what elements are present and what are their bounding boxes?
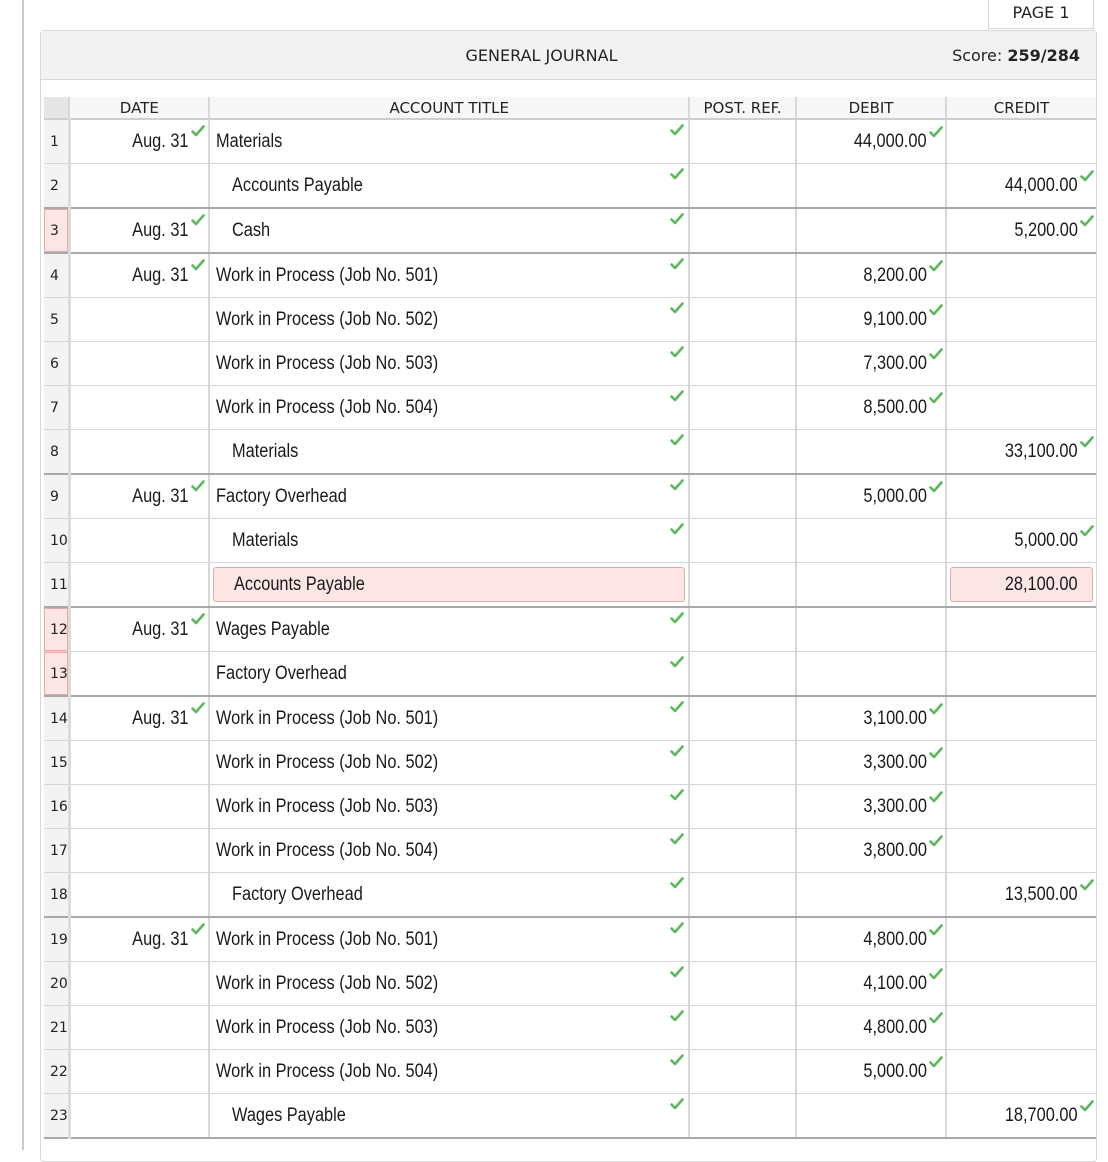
debit-cell[interactable]	[796, 1094, 946, 1139]
debit-cell[interactable]	[796, 208, 946, 253]
journal-row	[44, 696, 1096, 741]
account-cell[interactable]	[209, 119, 689, 164]
debit-cell[interactable]	[796, 474, 946, 519]
post-ref-cell[interactable]	[689, 785, 796, 829]
date-cell[interactable]	[69, 696, 209, 741]
left-rule	[22, 0, 24, 1150]
date-cell[interactable]	[69, 1050, 209, 1094]
row-number: 8	[44, 430, 69, 475]
account-value: Work in Process (Job No. 501)	[216, 264, 439, 286]
post-ref-cell[interactable]	[689, 164, 796, 209]
debit-cell[interactable]	[796, 652, 946, 697]
check-icon	[929, 924, 943, 936]
debit-value: 8,500.00	[863, 396, 927, 418]
debit-value: 9,100.00	[863, 308, 927, 330]
date-cell[interactable]	[69, 208, 209, 253]
post-ref-cell[interactable]	[689, 962, 796, 1006]
check-icon	[670, 1054, 684, 1066]
journal-row	[44, 1094, 1096, 1139]
debit-cell[interactable]	[796, 917, 946, 962]
date-cell[interactable]	[69, 298, 209, 342]
date-cell[interactable]	[69, 563, 209, 608]
journal-row	[44, 741, 1096, 785]
check-icon	[670, 523, 684, 535]
credit-value: 5,000.00	[1014, 529, 1078, 551]
check-icon	[670, 789, 684, 801]
row-number: 4	[44, 253, 69, 298]
debit-value: 7,300.00	[863, 352, 927, 374]
date-cell[interactable]	[69, 164, 209, 209]
journal-row	[44, 430, 1096, 475]
date-cell[interactable]	[69, 917, 209, 962]
account-cell[interactable]	[209, 342, 689, 386]
date-cell[interactable]	[69, 386, 209, 430]
credit-cell[interactable]	[946, 607, 1096, 652]
account-cell[interactable]	[209, 430, 689, 475]
account-value: Materials	[232, 529, 299, 551]
journal-body	[44, 119, 1096, 1138]
account-value: Work in Process (Job No. 503)	[216, 352, 439, 374]
account-cell[interactable]	[209, 652, 689, 697]
check-icon	[1080, 525, 1094, 537]
debit-value: 5,000.00	[863, 1060, 927, 1082]
debit-value: 5,000.00	[863, 485, 927, 507]
debit-value: 4,800.00	[863, 928, 927, 950]
date-cell[interactable]	[69, 1094, 209, 1139]
debit-cell[interactable]	[796, 164, 946, 209]
check-icon	[191, 923, 205, 935]
account-value: Factory Overhead	[216, 662, 348, 684]
credit-cell[interactable]	[946, 873, 1096, 918]
check-icon	[929, 835, 943, 847]
row-number: 16	[44, 785, 69, 829]
date-cell[interactable]	[69, 342, 209, 386]
debit-value: 3,300.00	[863, 795, 927, 817]
row-number: 17	[44, 829, 69, 873]
col-account-header: ACCOUNT TITLE	[209, 97, 689, 119]
journal-row	[44, 342, 1096, 386]
credit-cell[interactable]	[946, 208, 1096, 253]
account-value: Materials	[216, 130, 283, 152]
check-icon	[929, 1012, 943, 1024]
post-ref-cell[interactable]	[689, 652, 796, 697]
check-icon	[670, 213, 684, 225]
check-icon	[929, 260, 943, 272]
check-icon	[191, 259, 205, 271]
credit-cell[interactable]	[946, 696, 1096, 741]
journal-row	[44, 829, 1096, 873]
debit-cell[interactable]	[796, 962, 946, 1006]
post-ref-cell[interactable]	[689, 298, 796, 342]
credit-cell[interactable]	[946, 519, 1096, 563]
credit-cell[interactable]	[946, 962, 1096, 1006]
check-icon	[929, 703, 943, 715]
date-value: Aug. 31	[131, 264, 189, 286]
journal-row	[44, 873, 1096, 918]
post-ref-cell[interactable]	[689, 873, 796, 918]
journal-row	[44, 253, 1096, 298]
credit-value: 33,100.00	[1005, 440, 1078, 462]
account-cell[interactable]	[209, 386, 689, 430]
check-icon	[670, 346, 684, 358]
account-value: Work in Process (Job No. 502)	[216, 308, 439, 330]
account-value: Work in Process (Job No. 502)	[216, 751, 439, 773]
date-cell[interactable]	[69, 652, 209, 697]
account-value: Work in Process (Job No. 501)	[216, 707, 439, 729]
row-number: 23	[44, 1094, 69, 1139]
check-icon	[670, 922, 684, 934]
account-value: Factory Overhead	[232, 883, 364, 905]
check-icon	[670, 966, 684, 978]
date-cell[interactable]	[69, 741, 209, 785]
account-value: Materials	[232, 440, 299, 462]
account-cell[interactable]	[209, 1094, 689, 1139]
debit-value: 3,100.00	[863, 707, 927, 729]
credit-value: 44,000.00	[1005, 174, 1078, 196]
credit-cell[interactable]	[946, 386, 1096, 430]
journal-row	[44, 1006, 1096, 1050]
row-number: 9	[44, 474, 69, 519]
debit-cell[interactable]	[796, 386, 946, 430]
date-value: Aug. 31	[131, 485, 189, 507]
account-value: Work in Process (Job No. 503)	[216, 795, 439, 817]
row-number: 21	[44, 1006, 69, 1050]
date-cell[interactable]	[69, 785, 209, 829]
check-icon	[929, 392, 943, 404]
check-icon	[670, 168, 684, 180]
account-cell[interactable]	[209, 962, 689, 1006]
journal-row	[44, 298, 1096, 342]
check-icon	[929, 968, 943, 980]
debit-cell[interactable]	[796, 430, 946, 475]
account-value: Accounts Payable	[232, 174, 364, 196]
check-icon	[670, 877, 684, 889]
date-cell[interactable]	[69, 607, 209, 652]
col-credit-header: CREDIT	[946, 97, 1096, 119]
account-cell[interactable]	[209, 519, 689, 563]
date-cell[interactable]	[69, 873, 209, 918]
credit-cell[interactable]	[946, 785, 1096, 829]
row-number: 14	[44, 696, 69, 741]
debit-cell[interactable]	[796, 741, 946, 785]
account-cell[interactable]	[209, 741, 689, 785]
debit-cell[interactable]	[796, 1050, 946, 1094]
credit-cell[interactable]	[946, 917, 1096, 962]
account-cell[interactable]	[209, 298, 689, 342]
account-value: Work in Process (Job No. 504)	[216, 396, 439, 418]
row-number: 12	[44, 607, 69, 652]
check-icon	[1080, 1100, 1094, 1112]
credit-cell[interactable]	[946, 1050, 1096, 1094]
account-value: Accounts Payable	[234, 573, 366, 595]
journal-title-text: GENERAL JOURNAL	[465, 46, 618, 65]
check-icon	[670, 612, 684, 624]
score	[952, 46, 1080, 65]
check-icon	[670, 258, 684, 270]
post-ref-cell[interactable]	[689, 1094, 796, 1139]
post-ref-cell[interactable]	[689, 519, 796, 563]
journal-row	[44, 208, 1096, 253]
credit-value: 28,100.00	[1005, 573, 1078, 595]
journal-row	[44, 563, 1096, 608]
credit-cell[interactable]	[946, 119, 1096, 164]
col-debit-header: DEBIT	[796, 97, 946, 119]
row-number: 13	[44, 652, 69, 697]
date-value: Aug. 31	[131, 219, 189, 241]
account-value: Work in Process (Job No. 501)	[216, 928, 439, 950]
journal-header	[41, 31, 1096, 80]
credit-cell[interactable]	[946, 829, 1096, 873]
date-cell[interactable]	[69, 1006, 209, 1050]
date-cell[interactable]	[69, 119, 209, 164]
credit-cell[interactable]	[946, 563, 1096, 608]
post-ref-cell[interactable]	[689, 253, 796, 298]
debit-value: 4,100.00	[863, 972, 927, 994]
post-ref-cell[interactable]	[689, 829, 796, 873]
debit-cell[interactable]	[796, 519, 946, 563]
account-cell[interactable]	[209, 873, 689, 918]
credit-cell[interactable]	[946, 652, 1096, 697]
journal-table	[44, 97, 1096, 1139]
credit-cell[interactable]	[946, 1094, 1096, 1139]
debit-cell[interactable]	[796, 829, 946, 873]
debit-cell[interactable]	[796, 253, 946, 298]
check-icon	[1080, 170, 1094, 182]
check-icon	[670, 833, 684, 845]
post-ref-cell[interactable]	[689, 474, 796, 519]
date-cell[interactable]	[69, 430, 209, 475]
check-icon	[1080, 436, 1094, 448]
journal-row	[44, 652, 1096, 697]
journal-panel	[40, 30, 1097, 1162]
check-icon	[929, 747, 943, 759]
journal-row	[44, 164, 1096, 209]
post-ref-cell[interactable]	[689, 696, 796, 741]
account-cell[interactable]	[209, 917, 689, 962]
account-value: Cash	[232, 219, 271, 241]
account-value: Work in Process (Job No. 504)	[216, 839, 439, 861]
debit-cell[interactable]	[796, 119, 946, 164]
date-cell[interactable]	[69, 962, 209, 1006]
journal-row	[44, 785, 1096, 829]
account-cell[interactable]	[209, 208, 689, 253]
debit-cell[interactable]	[796, 563, 946, 608]
check-icon	[670, 124, 684, 136]
check-icon	[670, 302, 684, 314]
credit-cell[interactable]	[946, 430, 1096, 475]
check-icon	[929, 481, 943, 493]
journal-row	[44, 386, 1096, 430]
post-ref-cell[interactable]	[689, 607, 796, 652]
journal-row	[44, 1050, 1096, 1094]
credit-cell[interactable]	[946, 1006, 1096, 1050]
debit-cell[interactable]	[796, 696, 946, 741]
credit-value: 5,200.00	[1014, 219, 1078, 241]
post-ref-cell[interactable]	[689, 563, 796, 608]
check-icon	[929, 791, 943, 803]
journal-row	[44, 119, 1096, 164]
score-value: 259/284	[1007, 46, 1080, 65]
check-icon	[670, 1098, 684, 1110]
row-number: 18	[44, 873, 69, 918]
date-cell[interactable]	[69, 253, 209, 298]
debit-cell[interactable]	[796, 785, 946, 829]
account-cell[interactable]	[209, 1006, 689, 1050]
row-number: 1	[44, 119, 69, 164]
journal-row	[44, 474, 1096, 519]
debit-value: 3,300.00	[863, 751, 927, 773]
post-ref-cell[interactable]	[689, 430, 796, 475]
row-number: 11	[44, 563, 69, 608]
check-icon	[1080, 879, 1094, 891]
check-icon	[929, 348, 943, 360]
score-label: Score:	[952, 46, 1003, 65]
journal-row	[44, 917, 1096, 962]
debit-value: 3,800.00	[863, 839, 927, 861]
journal-row	[44, 607, 1096, 652]
credit-cell[interactable]	[946, 253, 1096, 298]
journal-title	[41, 46, 1096, 65]
credit-cell[interactable]	[946, 741, 1096, 785]
date-cell[interactable]	[69, 474, 209, 519]
check-icon	[929, 1056, 943, 1068]
post-ref-cell[interactable]	[689, 342, 796, 386]
debit-cell[interactable]	[796, 298, 946, 342]
account-value: Work in Process (Job No. 502)	[216, 972, 439, 994]
credit-cell[interactable]	[946, 474, 1096, 519]
row-number: 2	[44, 164, 69, 209]
row-number: 20	[44, 962, 69, 1006]
account-value: Work in Process (Job No. 503)	[216, 1016, 439, 1038]
col-postref-header: POST. REF.	[689, 97, 796, 119]
credit-value: 18,700.00	[1005, 1104, 1078, 1126]
row-number: 15	[44, 741, 69, 785]
header-row	[44, 97, 1096, 119]
debit-value: 4,800.00	[863, 1016, 927, 1038]
check-icon	[670, 390, 684, 402]
account-value: Work in Process (Job No. 504)	[216, 1060, 439, 1082]
page-tab: PAGE 1	[988, 0, 1094, 29]
debit-cell[interactable]	[796, 342, 946, 386]
date-cell[interactable]	[69, 519, 209, 563]
post-ref-cell[interactable]	[689, 917, 796, 962]
row-number: 19	[44, 917, 69, 962]
account-cell[interactable]	[209, 563, 689, 608]
debit-cell[interactable]	[796, 1006, 946, 1050]
col-date-header: DATE	[69, 97, 209, 119]
journal-row	[44, 519, 1096, 563]
account-cell[interactable]	[209, 607, 689, 652]
col-num-header	[44, 97, 69, 119]
account-value: Wages Payable	[232, 1104, 347, 1126]
date-value: Aug. 31	[131, 707, 189, 729]
post-ref-cell[interactable]	[689, 1006, 796, 1050]
row-number: 7	[44, 386, 69, 430]
check-icon	[670, 434, 684, 446]
account-cell[interactable]	[209, 696, 689, 741]
post-ref-cell[interactable]	[689, 386, 796, 430]
account-value: Factory Overhead	[216, 485, 348, 507]
check-icon	[670, 1010, 684, 1022]
debit-value: 44,000.00	[854, 130, 927, 152]
journal-row	[44, 962, 1096, 1006]
account-cell[interactable]	[209, 1050, 689, 1094]
credit-cell[interactable]	[946, 298, 1096, 342]
check-icon	[670, 656, 684, 668]
post-ref-cell[interactable]	[689, 741, 796, 785]
account-value: Wages Payable	[216, 618, 331, 640]
date-value: Aug. 31	[131, 928, 189, 950]
row-number: 5	[44, 298, 69, 342]
post-ref-cell[interactable]	[689, 1050, 796, 1094]
check-icon	[191, 214, 205, 226]
post-ref-cell[interactable]	[689, 208, 796, 253]
check-icon	[1080, 215, 1094, 227]
check-icon	[670, 479, 684, 491]
account-cell[interactable]	[209, 829, 689, 873]
check-icon	[191, 702, 205, 714]
credit-cell[interactable]	[946, 342, 1096, 386]
check-icon	[670, 701, 684, 713]
check-icon	[191, 480, 205, 492]
debit-cell[interactable]	[796, 873, 946, 918]
row-number: 6	[44, 342, 69, 386]
check-icon	[670, 745, 684, 757]
debit-cell[interactable]	[796, 607, 946, 652]
check-icon	[191, 613, 205, 625]
check-icon	[191, 125, 205, 137]
check-icon	[929, 304, 943, 316]
row-number: 10	[44, 519, 69, 563]
date-value: Aug. 31	[131, 618, 189, 640]
account-cell[interactable]	[209, 253, 689, 298]
credit-cell[interactable]	[946, 164, 1096, 209]
post-ref-cell[interactable]	[689, 119, 796, 164]
row-number: 22	[44, 1050, 69, 1094]
account-cell[interactable]	[209, 474, 689, 519]
account-cell[interactable]	[209, 785, 689, 829]
credit-value: 13,500.00	[1005, 883, 1078, 905]
debit-value: 8,200.00	[863, 264, 927, 286]
row-number: 3	[44, 208, 69, 253]
date-cell[interactable]	[69, 829, 209, 873]
account-cell[interactable]	[209, 164, 689, 209]
date-value: Aug. 31	[131, 130, 189, 152]
check-icon	[929, 126, 943, 138]
